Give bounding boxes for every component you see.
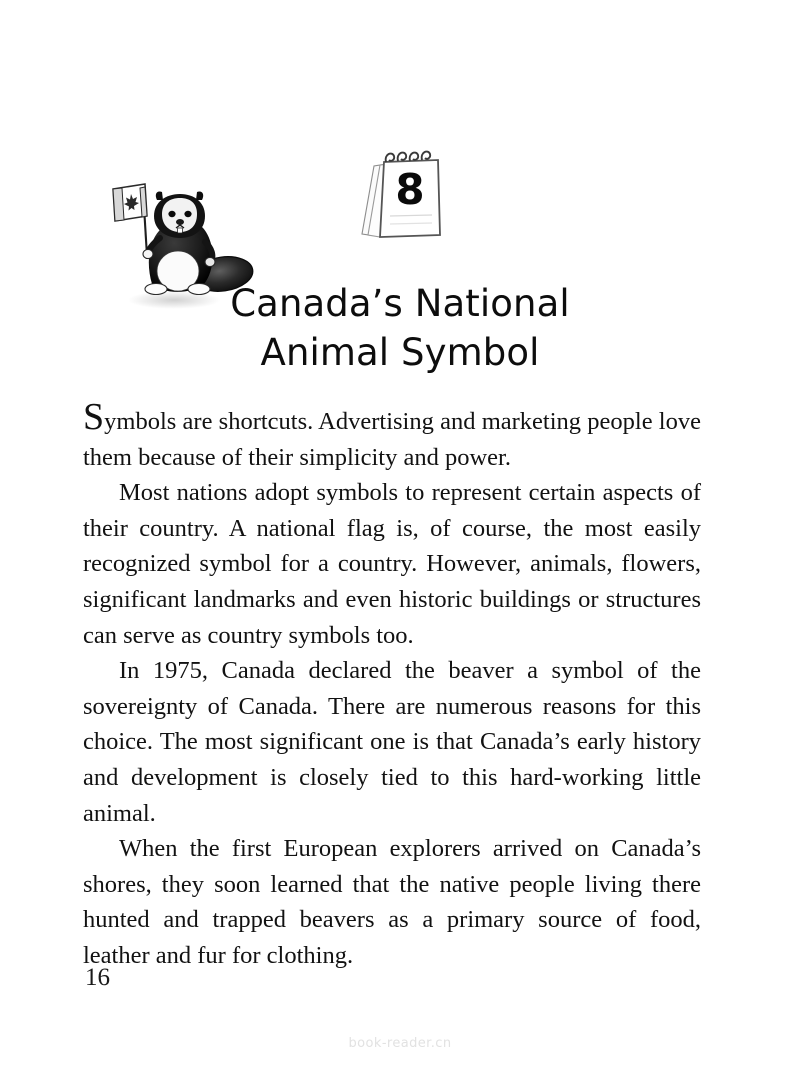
raised-cap-letter: S — [83, 396, 105, 438]
beaver-teeth — [178, 228, 183, 233]
chapter-title-line-1: Canada’s National — [230, 281, 570, 325]
page-number: 16 — [85, 964, 110, 991]
body-paragraph-2: Most nations adopt symbols to represent certain aspects of their country. A national flag is, of course, the most easily recognized symbol for a country. However, animals, flowers, significant landmarks and even historic buildings or structures can serve as country symbols too. — [83, 479, 701, 649]
chapter-title — [180, 279, 620, 377]
beaver-face — [162, 198, 197, 232]
beaver-ear-left — [156, 191, 163, 200]
chapter-header — [0, 130, 800, 374]
beaver-foot-left — [145, 284, 167, 295]
beaver-paw-right — [205, 257, 215, 266]
chapter-title-line-2: Animal Symbol — [260, 330, 540, 374]
watermark: book-reader.cn — [348, 1036, 452, 1051]
beaver-eye-right — [184, 211, 191, 217]
body-paragraph-4: When the first European explorers arrived on Canada’s shores, they soon learned that the native people living there hunted and trapped beavers as a primary source of food, leather and fur for clothing. — [83, 835, 701, 969]
body-paragraph-3: In 1975, Canada declared the beaver a symbol of the sovereignty of Canada. There are numerous reasons for this choice. The most significant one is that Canada’s early history and development is closely tied to this hard-working little animal. — [83, 657, 701, 827]
body-paragraph-1 — [83, 396, 701, 475]
body-paragraph-1-text: ymbols are shortcuts. Advertising and marketing people love them because of their simplicity and power. — [83, 408, 701, 471]
beaver-eye-left — [168, 211, 175, 217]
canadian-flag-icon — [113, 184, 147, 221]
beaver-paw-left — [143, 249, 153, 258]
beaver-ear-right — [196, 191, 203, 200]
chapter-number-text: 8 — [395, 165, 425, 214]
page-body-text — [83, 396, 701, 974]
beaver-nose — [176, 219, 184, 225]
chapter-number-calendar-icon — [340, 138, 460, 258]
